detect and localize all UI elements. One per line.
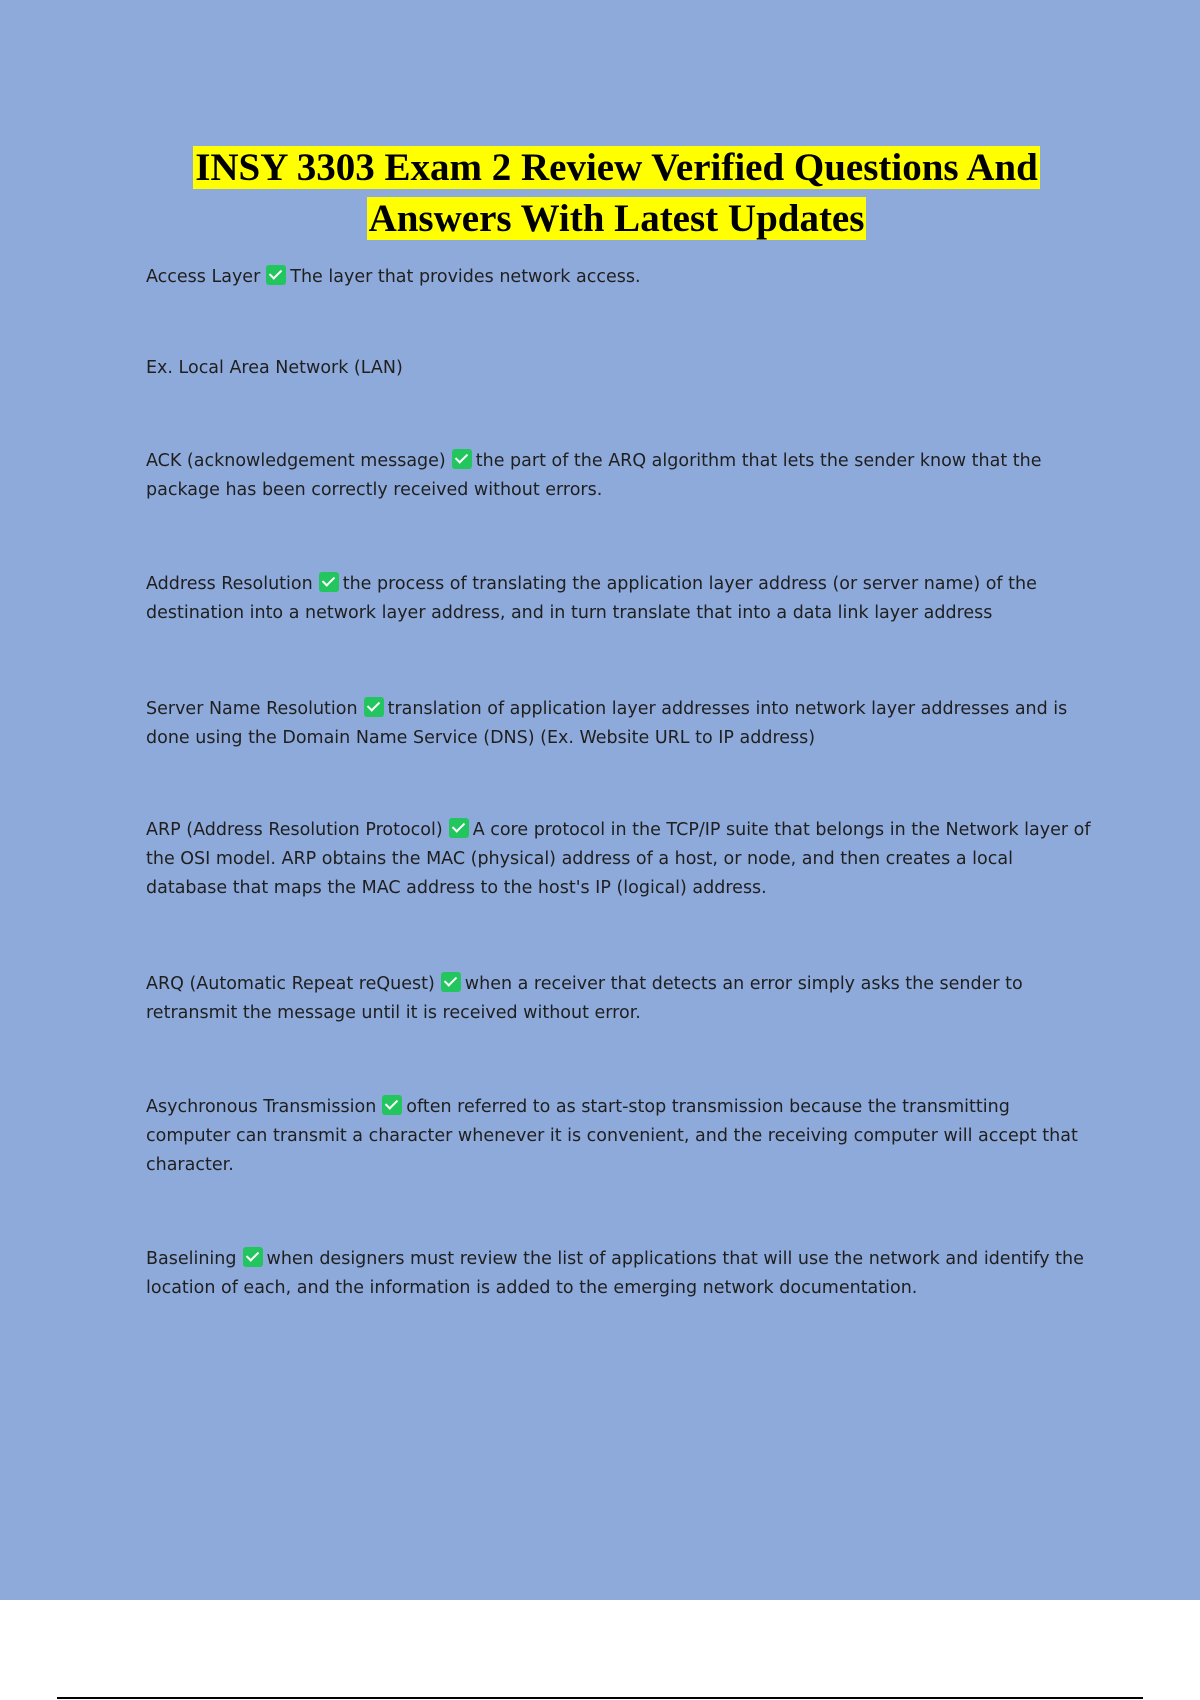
entry-baselining (146, 1245, 1096, 1303)
check-mark-icon (319, 572, 339, 592)
entry-term: Address Resolution (146, 574, 313, 594)
entry-definition: translation of application layer addresses into network layer addresses and is done using the Domain Name Service (DNS) (Ex. Website URL to IP address) (146, 699, 1068, 748)
check-mark-icon (364, 697, 384, 717)
title-line-1: INSY 3303 Exam 2 Review Verified Questions And (195, 146, 1038, 189)
entry-ack (146, 447, 1096, 505)
entry-definition: Ex. Local Area Network (LAN) (146, 358, 403, 378)
entry-access-layer (146, 263, 1096, 292)
entry-definition: when a receiver that detects an error simply asks the sender to retransmit the message until it is received without error. (146, 974, 1023, 1023)
entry-definition: often referred to as start-stop transmission because the transmitting computer can transmit a character whenever it is convenient, and the receiving computer will accept that character. (146, 1097, 1078, 1175)
entry-term: Asychronous Transmission (146, 1097, 377, 1117)
entry-arp (146, 816, 1096, 903)
entry-term: ARQ (Automatic Repeat reQuest) (146, 974, 435, 994)
entry-definition: when designers must review the list of applications that will use the network and identify the location of each, and the information is added to the emerging network documentation. (146, 1249, 1084, 1298)
footer-divider (57, 1697, 1143, 1699)
check-mark-icon (449, 818, 469, 838)
check-mark-icon (266, 265, 286, 285)
entry-arq (146, 970, 1096, 1028)
entry-term: ACK (acknowledgement message) (146, 451, 446, 471)
entry-definition: The layer that provides network access. (290, 267, 641, 287)
document-title (80, 142, 1153, 244)
check-mark-icon (382, 1095, 402, 1115)
entry-term: Access Layer (146, 267, 261, 287)
entry-definition: the part of the ARQ algorithm that lets the sender know that the package has been correctly received without errors. (146, 451, 1042, 500)
entry-definition: the process of translating the application layer address (or server name) of the destination into a network layer address, and in turn translate that into a data link layer address (146, 574, 1037, 623)
entry-address-resolution (146, 570, 1096, 628)
entry-term: Server Name Resolution (146, 699, 358, 719)
check-mark-icon (243, 1247, 263, 1267)
entry-server-name-resolution (146, 695, 1096, 753)
title-line-2: Answers With Latest Updates (368, 197, 865, 240)
check-mark-icon (441, 972, 461, 992)
entry-definition: A core protocol in the TCP/IP suite that belongs in the Network layer of the OSI model. ARP obtains the MAC (physical) address of a host, or node, and then creates a local database that maps the MAC address to the host's IP (logical) address. (146, 820, 1091, 898)
entry-term: Baselining (146, 1249, 237, 1269)
check-mark-icon (452, 449, 472, 469)
entry-asynchronous-transmission (146, 1093, 1096, 1180)
entry-term: ARP (Address Resolution Protocol) (146, 820, 443, 840)
entry-lan-example (146, 354, 1096, 383)
